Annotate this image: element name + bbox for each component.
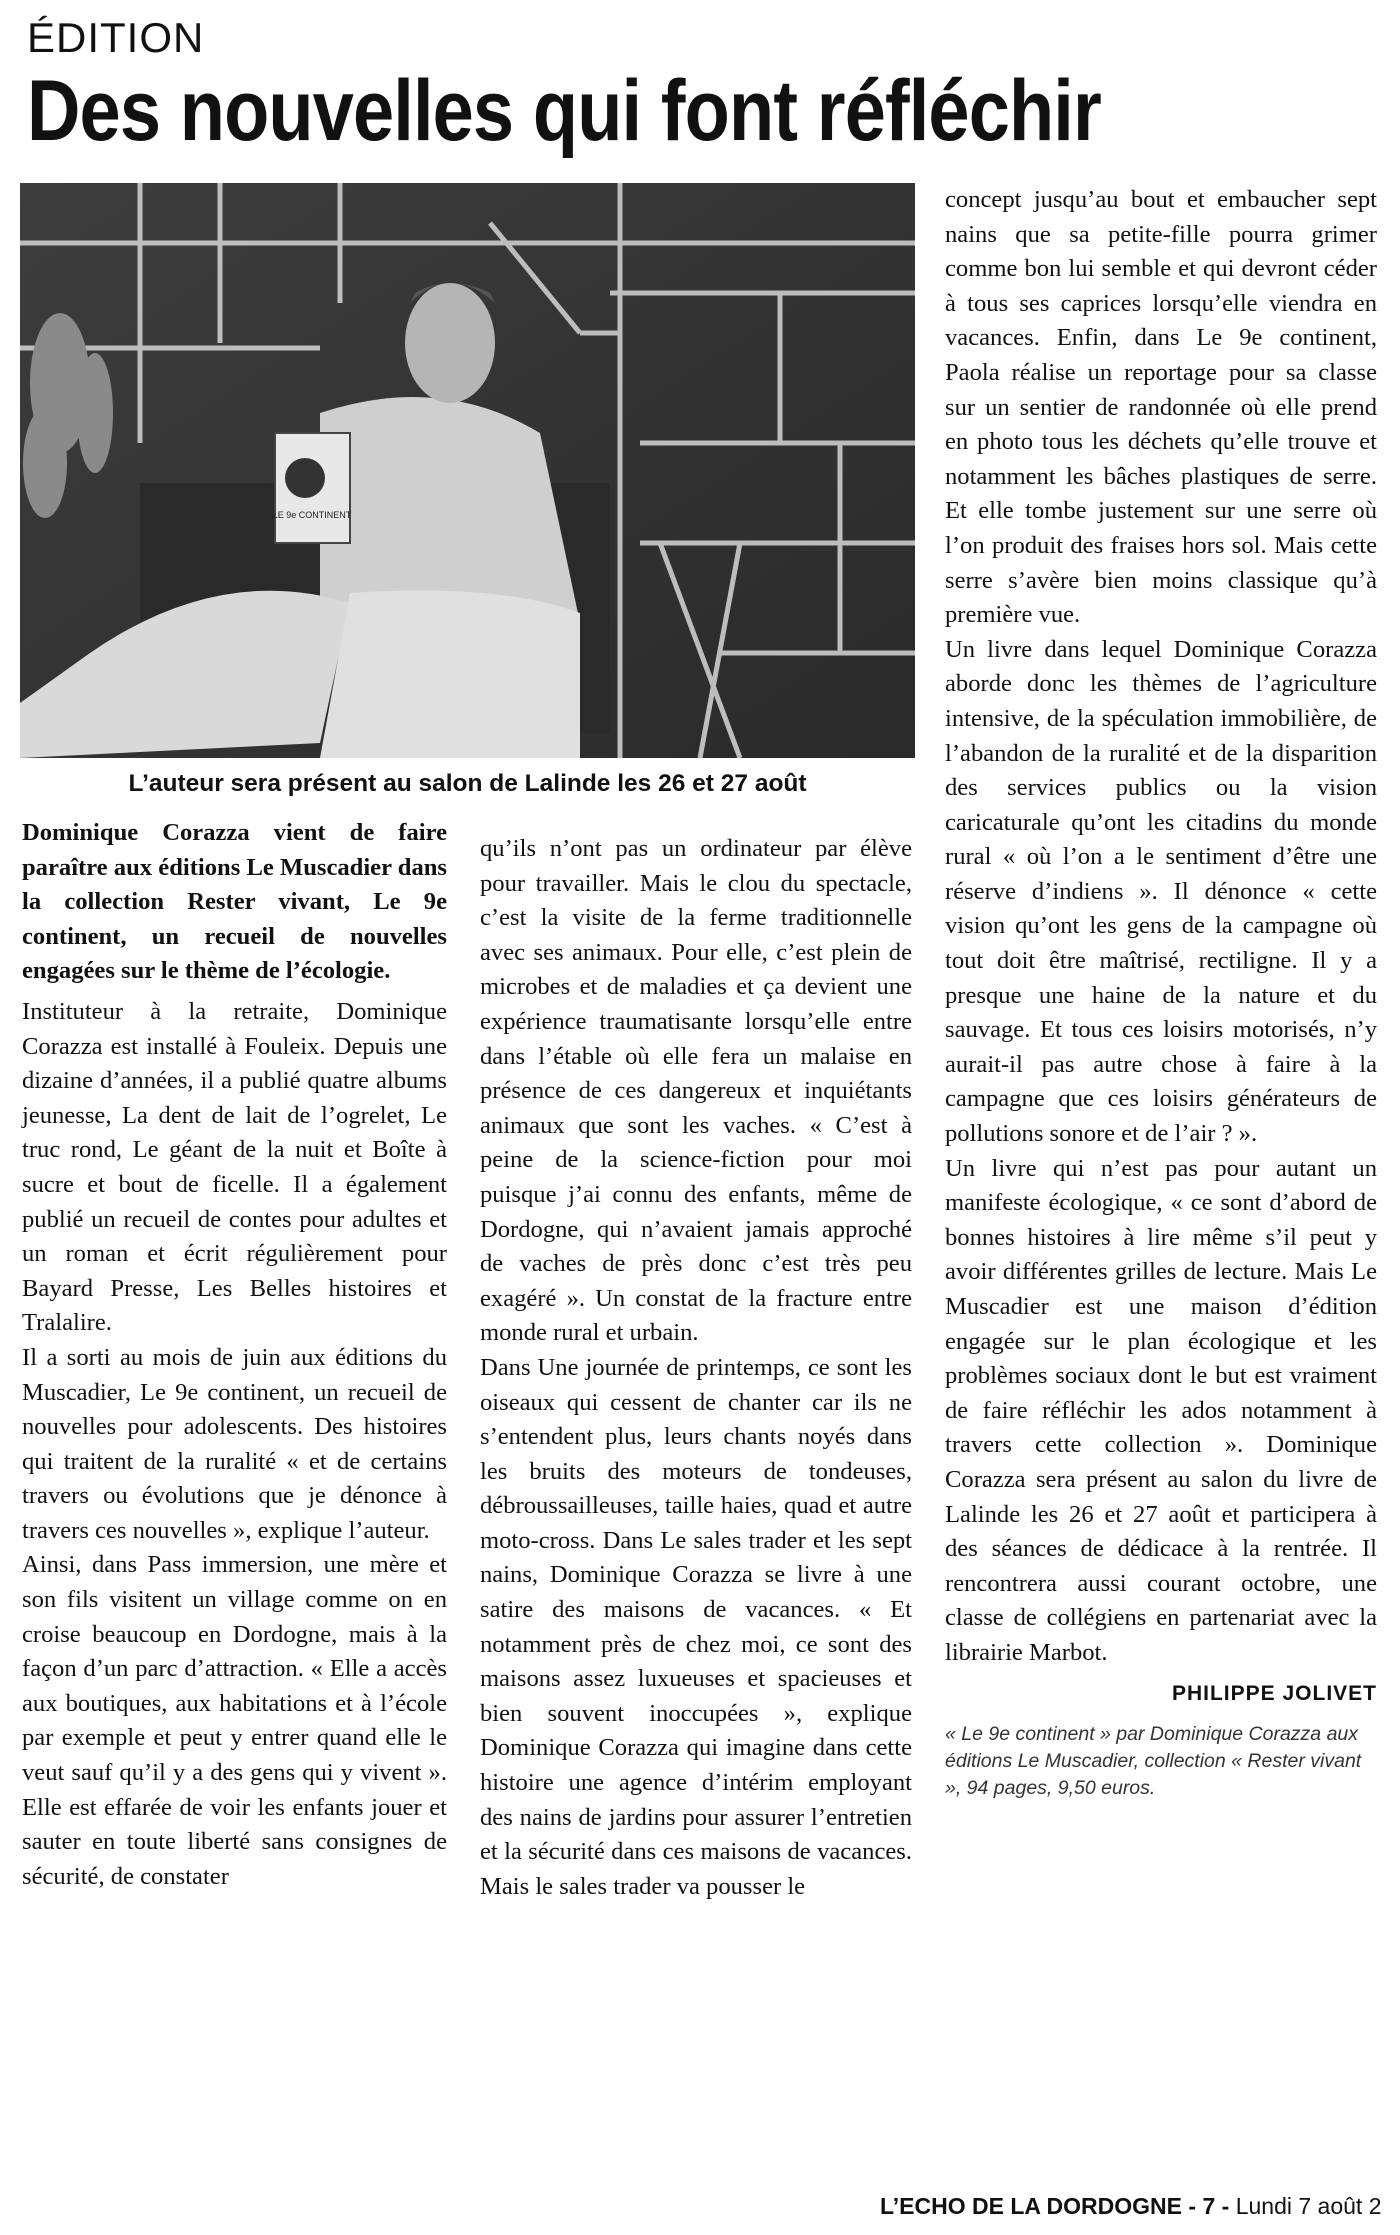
paragraph: concept jusqu’au bout et embaucher sept nains que sa petite-fille pourra grimer comme bon lui semble et qui devront céder à tous ses caprices lorsqu’elle viendra en vacances. Enfin, dans Le 9e continent, Paola réalise un reportage pour sa classe sur un sentier de randonnée où elle prend en photo tous les déchets qu’elle trouve et notamment les bâches plastiques de serre. Et elle tombe justement sur une serre où l’on produit des fraises hors sol. Mais cette serre s’avère bien moins classique qu’à première vue. — [945, 186, 1377, 629]
column-1 — [22, 816, 447, 1894]
issue-date: Lundi 7 août 2 — [1235, 2193, 1382, 2219]
column-3 — [945, 183, 1377, 1802]
photo-illustration — [20, 183, 915, 758]
paragraph: Un livre dans lequel Dominique Corazza aborde donc les thèmes de l’agriculture intensive, de la spéculation immobilière, de l’abandon de la ruralité et de la disparition des services publics ou la vision caricaturale qu’ont les citadins du monde rural « où l’on a le sentiment d’être une réserve d’indiens ». Il dénonce « cette vision qu’ont les gens de la campagne où tout doit être maîtrisé, rectiligne. Il y a presque une haine de la nature et du sauvage. Et tous ces loisirs motorisés, n’y aurait-il pas autre chose à faire à la campagne que ces loisirs générateurs de pollutions sonore et de l’air ? ». — [945, 635, 1377, 1148]
book-credit: « Le 9e continent » par Dominique Corazza aux éditions Le Muscadier, collection « Rester vivant », 94 pages, 9,50 euros. — [945, 1723, 1362, 1800]
footer-separator: - — [1182, 2193, 1203, 2219]
paragraph: Un livre qui n’est pas pour autant un manifeste écologique, « ce sont d’abord de bonnes histoires à lire même s’il peut y avoir différentes grilles de lecture. Mais Le Muscadier est une maison d’édition engagée sur le plan écologique et les problèmes sociaux dont le but est vraiment de faire réfléchir les ados notamment à travers cette collection ». Dominique Corazza sera présent au salon du livre de Lalinde les 26 et 27 août et participera à des séances de dédicace à la rentrée. Il rencontrera aussi courant octobre, une classe de collégiens en partenariat avec la librairie Marbot. — [945, 1154, 1377, 1666]
paragraph: Il a sorti au mois de juin aux éditions du Muscadier, Le 9e continent, un recueil de nouvelles pour adolescents. Des histoires qui traitent de la ruralité « et de certains travers ou évolutions que je dénonce à travers ces nouvelles », explique l’auteur. — [22, 1343, 447, 1544]
section-label: ÉDITION — [27, 14, 205, 61]
headline: Des nouvelles qui font réfléchir — [27, 63, 1101, 159]
photo-caption: L’auteur sera présent au salon de Lalinde les 26 et 27 août — [128, 770, 807, 797]
newspaper-name: L’ECHO DE LA DORDOGNE — [880, 2193, 1182, 2219]
paragraph: qu’ils n’ont pas un ordinateur par élève pour travailler. Mais le clou du spectacle, c’est la visite de la ferme traditionnelle avec ses animaux. Pour elle, c’est plein de microbes et de maladies et ça devient une expérience traumatisante lorsqu’elle entre dans l’étable où elle fera un malaise en présence de ces dangereux et inquiétants animaux que sont les vaches. « C’est à peine de la science-fiction pour moi puisque j’ai connu des enfants, même de Dordogne, qui n’avaient jamais approché de vaches de près donc c’est très peu exagéré ». Un constat de la fracture entre monde rural et urbain. — [480, 835, 912, 1347]
paragraph: Instituteur à la retraite, Dominique Corazza est installé à Fouleix. Depuis une dizaine d’années, il a publié quatre albums jeunesse, La dent de lait de l’ogrelet, Le truc rond, Le géant de la nuit et Boîte à sucre et bout de ficelle. Il a également publié un recueil de contes pour adultes et un roman et écrit régulièrement pour Bayard Presse, Les Belles histoires et Tralalire. — [22, 997, 447, 1337]
page-number: 7 — [1202, 2193, 1216, 2219]
book-cover-title: LE 9e CONTINENT — [272, 510, 352, 520]
author-photo — [20, 183, 915, 758]
lede: Dominique Corazza vient de faire paraître aux éditions Le Muscadier dans la collection Rester vivant, Le 9e continent, un recueil de nouvelles engagées sur le thème de l’écologie. — [22, 819, 447, 985]
column-2 — [480, 832, 912, 1904]
page-footer — [880, 2193, 1382, 2220]
author-signature: PHILIPPE JOLIVET — [1171, 1681, 1377, 1705]
paragraph: Dans Une journée de printemps, ce sont les oiseaux qui cessent de chanter car ils ne s’entendent plus, leurs chants noyés dans les bruits des moteurs de tondeuses, débroussailleuses, taille haies, quad et autre moto-cross. Dans Le sales trader et les sept nains, Dominique Corazza se livre à une satire des maisons de vacances. « Et notamment près de chez moi, ce sont des maisons assez luxueuses et spacieuses et bien souvent inoccupées », explique Dominique Corazza qui imagine dans cette histoire une agence d’intérim employant des nains de jardins pour assurer l’entretien et la sécurité dans ces maisons de vacances. Mais le sales trader va pousser le — [480, 1353, 912, 1900]
footer-separator: - — [1215, 2193, 1236, 2219]
paragraph: Ainsi, dans Pass immersion, une mère et son fils visitent un village comme on en croise beaucoup en Dordogne, mais à la façon d’un parc d’attraction. « Elle a accès aux boutiques, aux habitations et à l’école par exemple et peut y entrer quand elle le veut sauf qu’il y a des gens qui y vivent ». Elle est effarée de voir les enfants jouer et sauter en toute liberté sans consignes de sécurité, de constater — [22, 1551, 447, 1890]
